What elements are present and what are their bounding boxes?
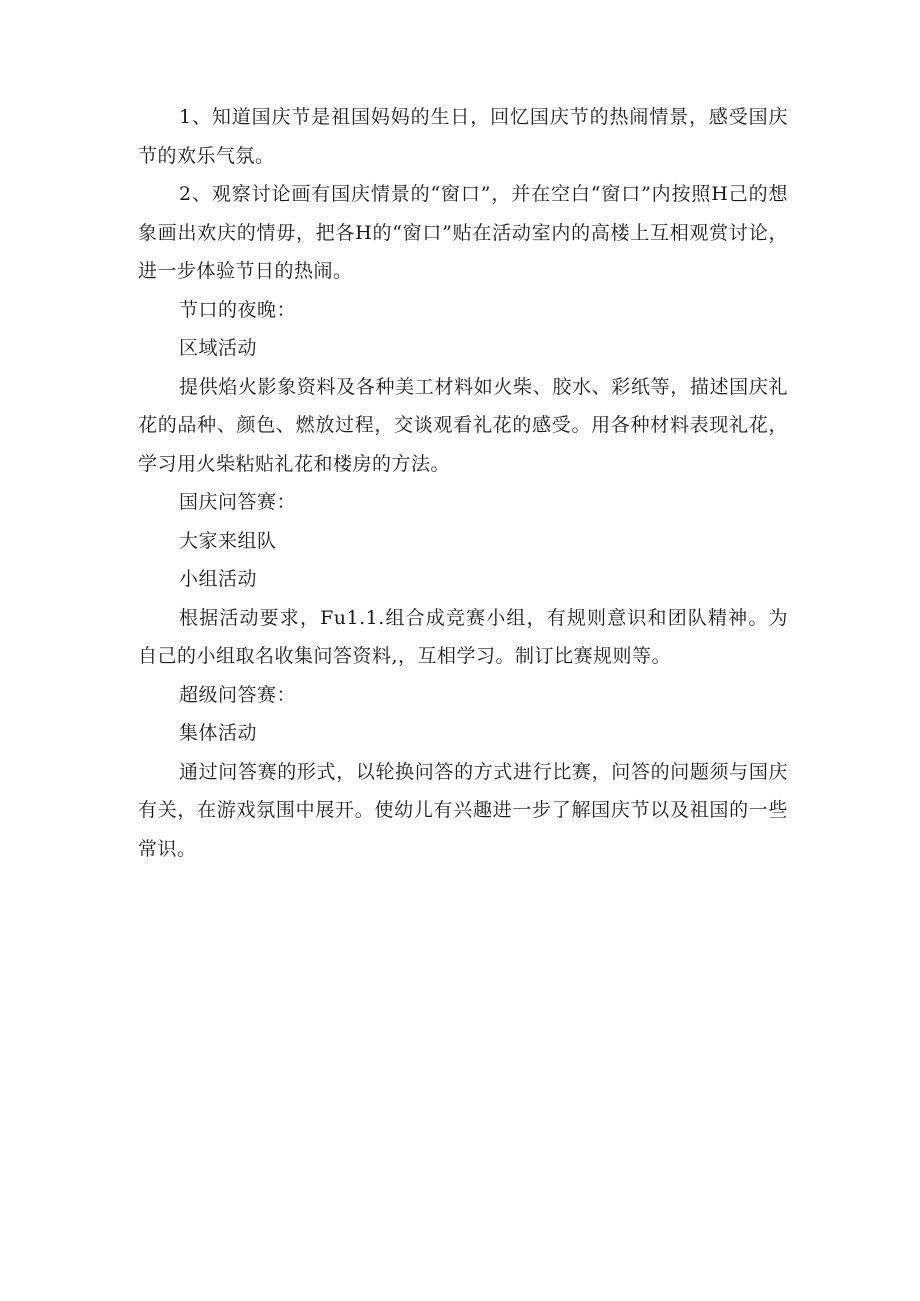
section-heading-super-quiz: 超级问答赛： bbox=[179, 683, 297, 706]
paragraph-quiz-format: 通过问答赛的形式，以轮换问答的方式进行比赛，问答的问题须与国庆有关，在游戏氛围中展开。使幼儿有兴趣进一步了解国庆节以及祖国的一些常识。 bbox=[138, 760, 788, 860]
paragraph-objective-1: 1、知道国庆节是祖国妈妈的生日，回忆国庆节的热闹情景，感受国庆节的欢乐气氛。 bbox=[138, 106, 788, 167]
section-heading-festival-night: 节口的夜晚： bbox=[179, 298, 297, 321]
paragraph-group-activity: 根据活动要求，Fu1.1.组合成竞赛小组，有规则意识和团队精神。为自己的小组取名收集问答资料,，互相学习。制订比赛规则等。 bbox=[138, 606, 788, 667]
activity-type-collective: 集体活动 bbox=[179, 722, 258, 744]
subheading-team-up: 大家来组队 bbox=[179, 529, 277, 552]
paragraph-fireworks: 提供焰火影象资料及各种美工材料如火柴、胶水、彩纸等，描述国庆礼花的品种、颜色、燃放过程，交谈观看礼花的感受。用各种材料表现礼花，学习用火柴粘贴礼花和楼房的方法。 bbox=[138, 375, 788, 475]
document-body bbox=[138, 98, 788, 868]
paragraph-objective-2: 2、观察讨论画有国庆情景的“窗口”，并在空白“窗口”内按照H己的想象画出欢庆的情毋，把各H的“窗口”贴在活动室内的高楼上互相观赏讨论，进一步体验节日的热闹。 bbox=[138, 183, 788, 282]
section-heading-quiz: 国庆问答赛： bbox=[179, 491, 297, 513]
activity-type-area: 区域活动 bbox=[179, 337, 258, 359]
activity-type-group: 小组活动 bbox=[179, 568, 258, 590]
